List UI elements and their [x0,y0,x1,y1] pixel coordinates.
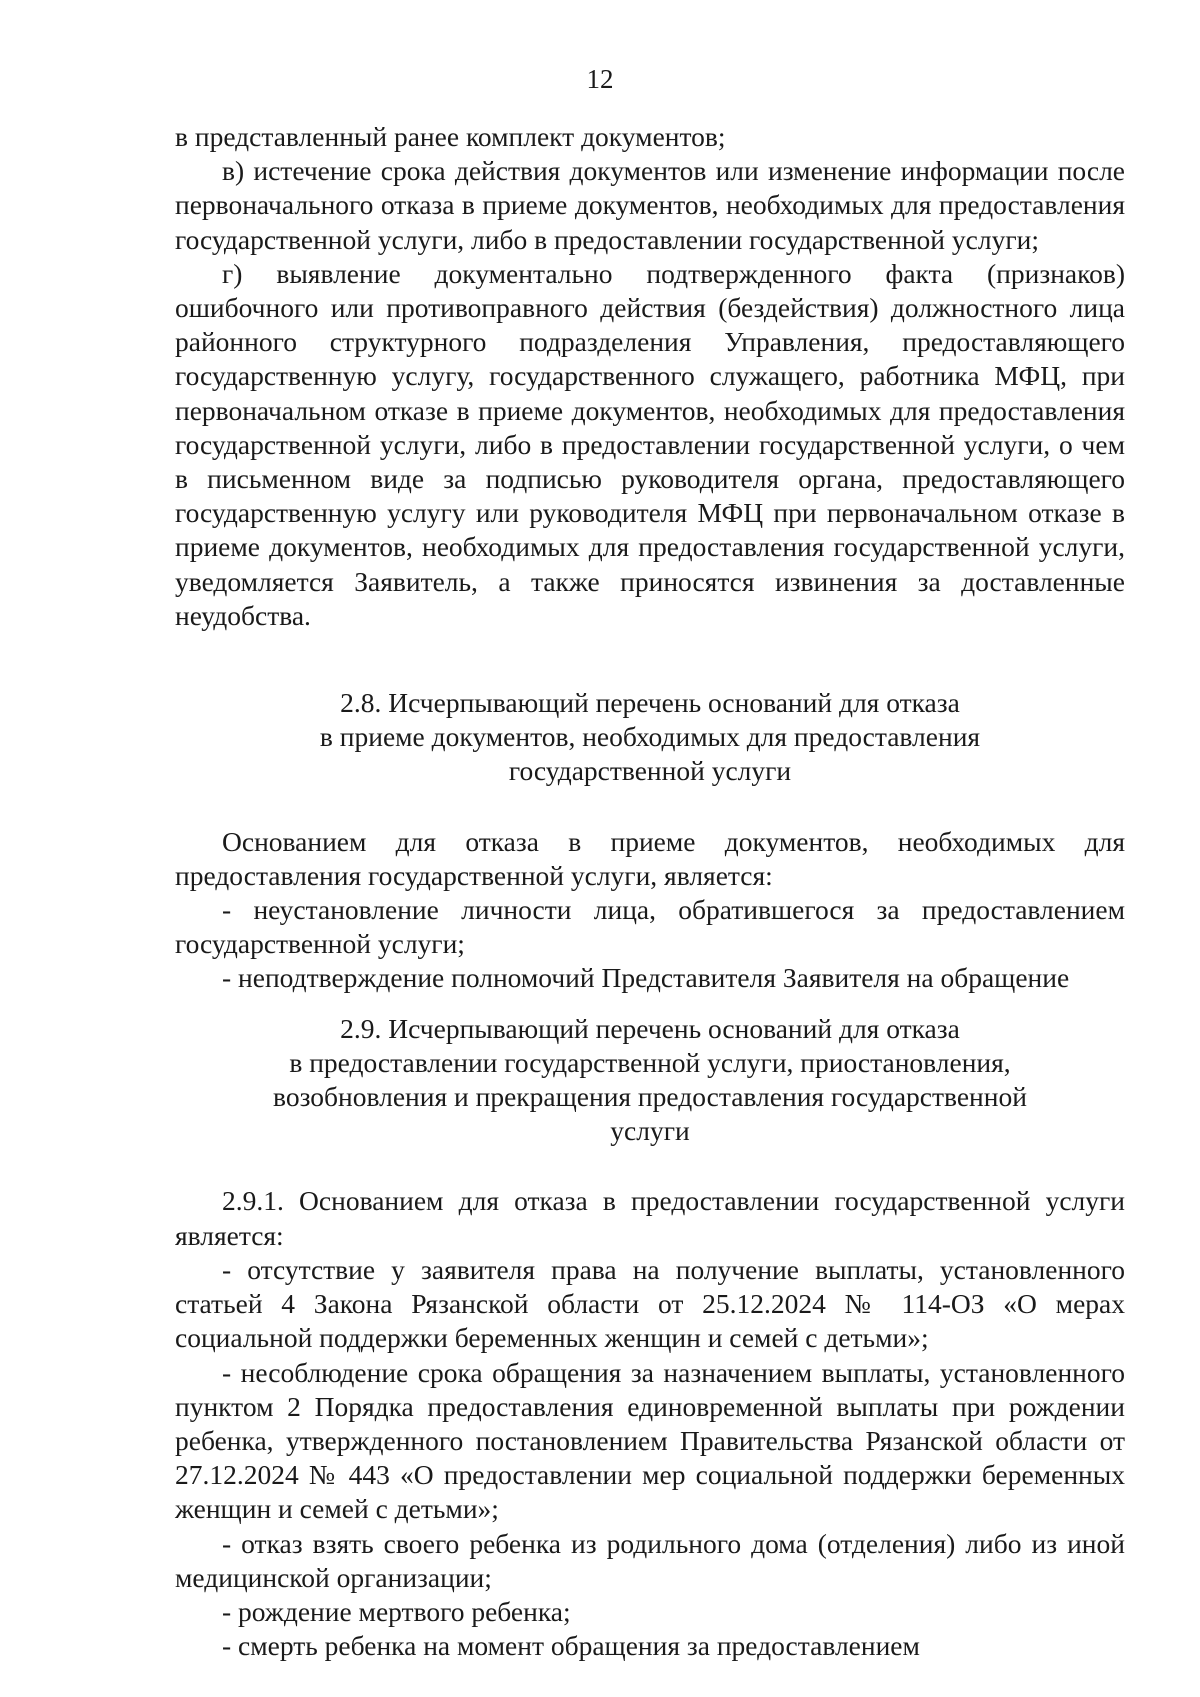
paragraph-continuation: в представленный ранее комплект документов; [175,121,726,152]
list-item: - неподтверждение полномочий Представителя Заявителя на обращение [222,962,1070,994]
spacer [175,996,1125,1012]
section-heading-line: 2.9. Исчерпывающий перечень оснований для отказа [340,1012,960,1044]
section-2-8-body [175,825,1125,996]
paragraph: 2.9.1. Основанием для отказа в предоставлении государственной услуги является: [175,1185,1125,1251]
section-2-9-heading [175,1012,1125,1149]
list-item: - смерть ребенка на момент обращения за предоставлением [222,1630,920,1662]
section-heading-line: в предоставлении государственной услуги, приостановления, [289,1046,1011,1078]
section-2-8-heading [175,686,1125,789]
list-item: - рождение мертвого ребенка; [222,1595,571,1627]
spacer [175,633,1125,686]
document-body [175,120,1125,1663]
list-item: - несоблюдение срока обращения за назначением выплаты, установленного пунктом 2 Порядка предоставления единовременной выплаты при рождении ребенка, утвержденного постановлением Правительства Рязанской области от 27.12.2024 № 443 «О предоставлении мер социальной поддержки беременных женщин и семей с детьми»; [175,1356,1125,1525]
list-item: - неустановление личности лица, обратившегося за предоставлением государственной услуги; [175,894,1125,960]
list-item: - отказ взять своего ребенка из родильного дома (отделения) либо из иной медицинской организации; [175,1527,1125,1593]
section-2-9-body [175,1184,1125,1663]
section-heading-line: в приеме документов, необходимых для предоставления [319,721,981,753]
paragraph: Основанием для отказа в приеме документов, необходимых для предоставления государственной услуги, является: [175,825,1125,891]
section-heading-line: государственной услуги [508,755,792,787]
section-heading-line: 2.8. Исчерпывающий перечень оснований для отказа [340,687,960,719]
spacer [175,789,1125,825]
paragraph-item-g: г) выявление документально подтвержденного факта (признаков) ошибочного или противоправного действия (бездействия) должностного лица районного структурного подразделения Управления, предоставляющего государственную услугу, государственного служащего, работника МФЦ, при первоначальном отказе в приеме документов, необходимых для предоставления государственной услуги, либо в предоставлении государственной услуги, о чем в письменном виде за подписью руководителя органа, предоставляющего государственную услугу или руководителя МФЦ при первоначальном отказе в приеме документов, необходимых для предоставления государственной услуги, уведомляется Заявитель, а также приносятся извинения за доставленные неудобства. [175,257,1125,631]
list-item: - отсутствие у заявителя права на получение выплаты, установленного статьей 4 Закона Рязанской области от 25.12.2024 № 114-ОЗ «О мерах социальной поддержки беременных женщин и семей с детьми»; [175,1253,1125,1354]
section-heading-line: услуги [610,1115,690,1147]
section-heading-line: возобновления и прекращения предоставления государственной [273,1081,1027,1113]
spacer [175,1148,1125,1184]
page-number: 12 [586,64,614,94]
paragraph-item-v: в) истечение срока действия документов или изменение информации после первоначального отказа в приеме документов, необходимых для предоставления государственной услуги, либо в предоставлении государственной услуги; [175,155,1125,255]
